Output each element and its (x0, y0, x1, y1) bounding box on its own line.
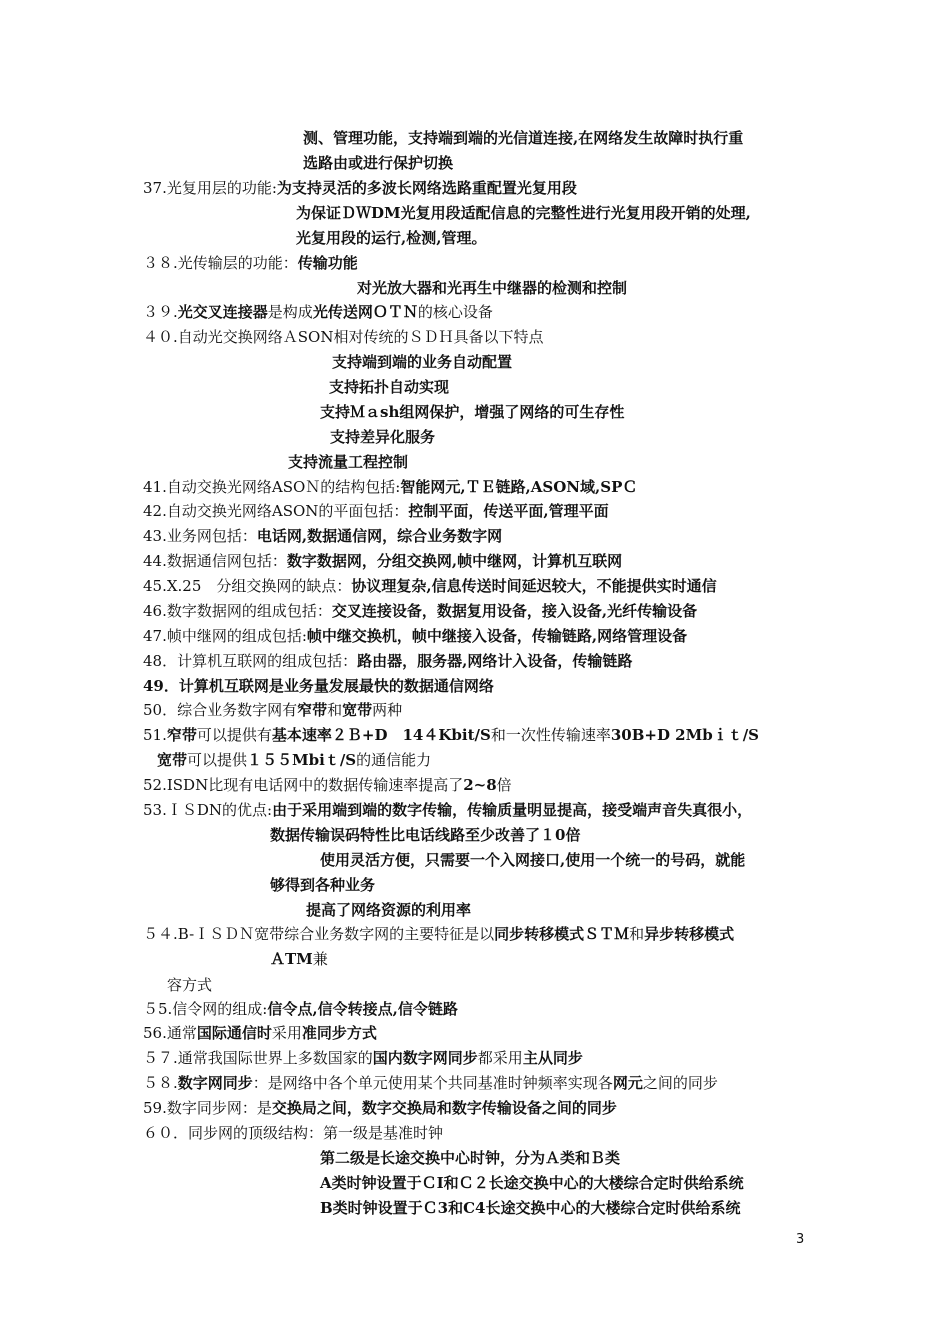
text-segment: 使用灵活方便，只需要一个入网接口,使用一个统一的号码，就能 (320, 851, 746, 869)
text-segment: 和一次性传输速率 (490, 726, 611, 744)
text-segment: 由于采用端到端的数字传输，传输质量明显提高，接受端声音失真很小， (272, 801, 753, 819)
text-line (143, 475, 637, 499)
text-line (288, 450, 408, 474)
text-segment: 和 (629, 925, 645, 943)
text-segment: 都采用 (477, 1049, 523, 1067)
text-segment: 够得到各种业务 (270, 876, 376, 894)
text-segment: 支持端到端的业务自动配置 (332, 353, 513, 371)
text-segment: 42.自动交换光网络ASON的平面包括： (143, 502, 409, 520)
text-segment: 对光放大器和光再生中继器的检测和控制 (357, 279, 628, 297)
text-segment: 和 (327, 701, 343, 719)
text-segment: ５８. (143, 1074, 178, 1092)
text-line (296, 201, 751, 225)
text-segment: 基本速率２Ｂ+D 14４Kbit/S (271, 726, 491, 744)
text-line (303, 151, 453, 175)
text-segment: ：是网络中各个单元使用某个共同基准时钟频率实现各 (252, 1074, 613, 1092)
text-segment: 选路由或进行保护切换 (303, 154, 454, 172)
text-line (143, 649, 632, 673)
text-segment: 协议理复杂,信息传送时间延迟较大，不能提供实时通信 (351, 577, 717, 595)
text-segment: 的核心设备 (417, 303, 493, 321)
text-segment: 窄带 (166, 726, 197, 744)
text-segment: 提高了网络资源的利用率 (306, 901, 472, 919)
text-segment: 59.数字同步网：是 (143, 1099, 272, 1117)
text-line (143, 574, 717, 598)
text-line (320, 1146, 620, 1170)
text-segment: 准同步方式 (301, 1024, 377, 1042)
text-segment: 倍 (496, 776, 512, 794)
text-line (296, 226, 486, 250)
text-segment: ４０.自动光交换网络ＡSON相对传统的ＳＤＨ具备以下特点 (143, 328, 544, 346)
text-line (143, 773, 512, 797)
text-segment: 两种 (372, 701, 403, 719)
text-segment: １５５Mbiｔ/S (247, 751, 357, 769)
text-segment: 兼 (312, 950, 328, 968)
text-line (320, 1171, 744, 1195)
text-line (143, 499, 609, 523)
text-segment: 之间的同步 (642, 1074, 718, 1092)
text-segment: ５７.通常我国际世界上多数国家的 (143, 1049, 373, 1067)
text-segment: 为支持灵活的多波长网络选路重配置光复用段 (276, 179, 577, 197)
text-segment: 的通信能力 (356, 751, 432, 769)
text-line (330, 425, 435, 449)
text-line (143, 524, 502, 548)
text-segment: 44.数据通信网包括： (143, 552, 287, 570)
text-segment: B类时钟设置于Ｃ3和C4长途交换中心的大楼综合定时供给系统 (320, 1199, 741, 1217)
text-segment: 49．计算机互联网是业务量发展最快的数据通信网络 (143, 677, 494, 695)
text-line (143, 325, 543, 349)
text-line (143, 798, 752, 822)
text-segment: 数字数据网，分组交换网,帧中继网，计算机互联网 (286, 552, 623, 570)
text-line (143, 1071, 718, 1095)
text-line (320, 400, 624, 424)
text-segment: 窄带 (297, 701, 328, 719)
text-line (270, 823, 580, 847)
text-segment: 支持Ｍａsh组网保护，增强了网络的可生存性 (320, 403, 625, 421)
text-segment: 41.自动交换光网络ASOＮ的结构包括: (143, 478, 401, 496)
text-segment: 43.业务网包括： (143, 527, 257, 545)
text-segment: 国际通信时 (196, 1024, 272, 1042)
text-segment: 信令点,信令转接点,信令链路 (267, 1000, 458, 1018)
text-segment: 宽带 (157, 751, 188, 769)
text-segment: 异步转移模式 (644, 925, 735, 943)
text-line (357, 276, 627, 300)
text-line (270, 873, 375, 897)
text-segment: ３９. (143, 303, 178, 321)
text-line (332, 350, 512, 374)
text-segment: A类时钟设置于ＣⅠ和Ｃ２长途交换中心的大楼综合定时供给系统 (320, 1174, 744, 1192)
text-line (320, 848, 745, 872)
text-line (143, 674, 494, 698)
text-segment: 数据传输误码特性比电话线路至少改善了１0倍 (270, 826, 581, 844)
text-line (143, 1021, 377, 1045)
text-segment: 测、管理功能，支持端到端的光信道连接,在网络发生故障时执行重 (303, 129, 744, 147)
text-line (143, 997, 458, 1021)
text-segment: 56.通常 (143, 1024, 197, 1042)
text-segment: 2~8 (463, 776, 497, 794)
text-segment: 46.数字数据网的组成包括： (143, 602, 332, 620)
text-segment: 交叉连接设备，数据复用设备，接入设备,光纤传输设备 (331, 602, 698, 620)
text-line (143, 698, 402, 722)
text-segment: 控制平面，传送平面,管理平面 (408, 502, 609, 520)
text-segment: 可以提供有 (196, 726, 272, 744)
text-line (143, 1096, 617, 1120)
text-line (303, 126, 743, 150)
text-segment: 47.帧中继网的组成包括: (143, 627, 307, 645)
text-line (143, 549, 622, 573)
text-segment: 光复用段的运行,检测,管理。 (296, 229, 487, 247)
text-segment: 48．计算机互联网的组成包括： (143, 652, 358, 670)
text-line (320, 1196, 741, 1220)
text-line (157, 748, 431, 772)
text-segment: 51. (143, 726, 167, 744)
text-segment: 电话网,数据通信网，综合业务数字网 (256, 527, 503, 545)
text-segment: 智能网元,ＴＥ链路,ASON域,SPＣ (400, 478, 638, 496)
text-line (167, 973, 212, 997)
text-line (143, 1121, 443, 1145)
text-segment: 为保证ＤＷDM光复用段适配信息的完整性进行光复用段开销的处理, (296, 204, 751, 222)
text-segment: 是构成 (267, 303, 313, 321)
text-segment: 支持差异化服务 (330, 428, 436, 446)
text-segment: 可以提供 (187, 751, 248, 769)
text-line (143, 300, 493, 324)
text-segment: 宽带 (342, 701, 373, 719)
text-segment: 光交叉连接器 (177, 303, 268, 321)
text-segment: 50．综合业务数字网有 (143, 701, 298, 719)
text-segment: 52.ISDN比现有电话网中的数据传输速率提高了 (143, 776, 464, 794)
text-segment: ６０．同步网的顶级结构：第一级是基准时钟 (143, 1124, 444, 1142)
text-segment: 37.光复用层的功能: (143, 179, 277, 197)
text-line (143, 251, 358, 275)
text-segment: 主从同步 (522, 1049, 583, 1067)
text-line (143, 624, 687, 648)
text-segment: 45.X.25 分组交换网的缺点： (143, 577, 352, 595)
text-segment: 支持流量工程控制 (288, 453, 409, 471)
text-segment: 传输功能 (297, 254, 358, 272)
text-segment: 容方式 (167, 976, 213, 994)
text-segment: ３８.光传输层的功能： (143, 254, 298, 272)
text-line (143, 599, 697, 623)
text-segment: 支持拓扑自动实现 (329, 378, 450, 396)
text-line (329, 375, 449, 399)
text-line (143, 922, 734, 946)
text-line (270, 947, 328, 971)
text-segment: 交换局之间，数字交换局和数字传输设备之间的同步 (271, 1099, 617, 1117)
text-segment: 30B+D 2Mbｉｔ/S (610, 726, 760, 744)
text-line (306, 898, 471, 922)
text-segment: 帧中继交换机，帧中继接入设备，传输链路,网络管理设备 (306, 627, 688, 645)
text-line (143, 723, 759, 747)
text-segment: 53.ＩＳDN的优点: (143, 801, 273, 819)
text-segment: 第二级是长途交换中心时钟，分为Ａ类和Ｂ类 (320, 1149, 621, 1167)
text-segment: 路由器，服务器,网络计入设备，传输链路 (357, 652, 633, 670)
text-segment: 网元 (612, 1074, 643, 1092)
text-segment: 国内数字网同步 (372, 1049, 478, 1067)
text-segment: 光传送网ＯＴＮ (312, 303, 418, 321)
text-segment: 同步转移模式ＳＴＭ (494, 925, 630, 943)
text-segment: ＡTM (270, 950, 313, 968)
text-segment: 数字网同步 (177, 1074, 253, 1092)
text-segment: 采用 (271, 1024, 302, 1042)
text-segment: ５４.B-ＩＳＤＮ宽带综合业务数字网的主要特征是以 (143, 925, 495, 943)
page-number: 3 (796, 1232, 805, 1247)
text-line (143, 1046, 583, 1070)
text-line (143, 176, 577, 200)
text-segment: ５5.信令网的组成: (143, 1000, 268, 1018)
